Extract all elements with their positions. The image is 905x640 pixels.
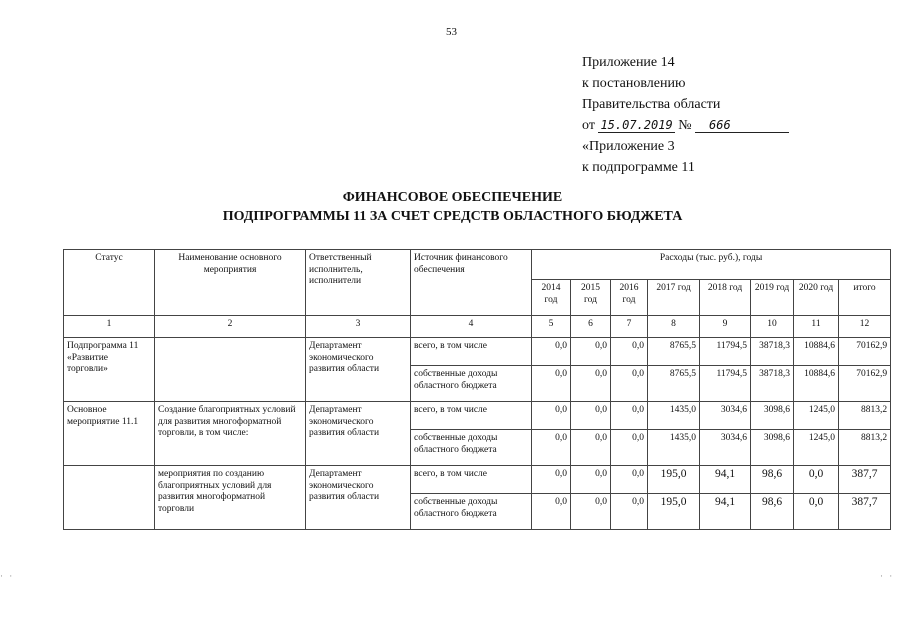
- executor-cell: Департамент экономического развития области: [306, 466, 411, 530]
- scan-edge-mark: · ·: [880, 571, 895, 581]
- status-cell: Подпрограмма 11 «Развитие торговли»: [64, 338, 155, 402]
- value-cell: 1245,0: [794, 430, 839, 466]
- status-cell: Основное мероприятие 11.1: [64, 402, 155, 466]
- header-year: 2015 год: [571, 280, 611, 316]
- value-cell: 8765,5: [648, 338, 700, 366]
- source-cell: собственные доходы областного бюджета: [411, 430, 532, 466]
- value-cell: 195,0: [648, 466, 700, 494]
- appendix-line3: Правительства области: [582, 97, 721, 112]
- value-cell: 70162,9: [839, 338, 891, 366]
- column-number: 12: [839, 316, 891, 338]
- value-cell: 0,0: [794, 466, 839, 494]
- value-cell: 0,0: [571, 430, 611, 466]
- value-cell: 0,0: [571, 402, 611, 430]
- column-number: 8: [648, 316, 700, 338]
- column-number: 1: [64, 316, 155, 338]
- value-cell: 38718,3: [751, 366, 794, 402]
- value-cell: 94,1: [700, 494, 751, 530]
- appendix-line6: к подпрограмме 11: [582, 160, 695, 175]
- header-year: 2020 год: [794, 280, 839, 316]
- source-cell: всего, в том числе: [411, 338, 532, 366]
- table-row: [64, 338, 891, 366]
- appendix-line5: «Приложение 3: [582, 139, 675, 154]
- name-cell: мероприятия по созданию благоприятных условий для развития многоформатной торговли: [155, 466, 306, 530]
- value-cell: 0,0: [571, 338, 611, 366]
- value-cell: 94,1: [700, 466, 751, 494]
- executor-cell: Департамент экономического развития области: [306, 338, 411, 402]
- value-cell: 0,0: [611, 494, 648, 530]
- source-cell: всего, в том числе: [411, 466, 532, 494]
- header-year: 2018 год: [700, 280, 751, 316]
- value-cell: 98,6: [751, 466, 794, 494]
- source-cell: всего, в том числе: [411, 402, 532, 430]
- document-title-line1: ФИНАНСОВОЕ ОБЕСПЕЧЕНИЕ: [342, 190, 563, 205]
- column-number: 4: [411, 316, 532, 338]
- value-cell: 0,0: [571, 466, 611, 494]
- name-cell: [155, 338, 306, 402]
- column-number: 10: [751, 316, 794, 338]
- column-number: 3: [306, 316, 411, 338]
- value-cell: 0,0: [611, 338, 648, 366]
- value-cell: 38718,3: [751, 338, 794, 366]
- value-cell: 3034,6: [700, 402, 751, 430]
- value-cell: 387,7: [839, 494, 891, 530]
- header-expenses: Расходы (тыс. руб.), годы: [532, 250, 891, 280]
- value-cell: 0,0: [532, 466, 571, 494]
- value-cell: 0,0: [532, 402, 571, 430]
- value-cell: 195,0: [648, 494, 700, 530]
- value-cell: 0,0: [532, 494, 571, 530]
- value-cell: 0,0: [532, 366, 571, 402]
- value-cell: 11794,5: [700, 338, 751, 366]
- page-number: 53: [446, 26, 457, 38]
- value-cell: 8813,2: [839, 402, 891, 430]
- value-cell: 0,0: [571, 494, 611, 530]
- value-cell: 3098,6: [751, 430, 794, 466]
- document-title-line2: ПОДПРОГРАММЫ 11 ЗА СЧЕТ СРЕДСТВ ОБЛАСТНОГО БЮДЖЕТА: [222, 209, 683, 224]
- column-number: 9: [700, 316, 751, 338]
- header-total: итого: [839, 280, 891, 316]
- date-value: 15.07.2019: [600, 118, 673, 132]
- value-cell: 1245,0: [794, 402, 839, 430]
- value-cell: 0,0: [611, 430, 648, 466]
- number-sign: №: [678, 118, 692, 133]
- value-cell: 0,0: [571, 366, 611, 402]
- value-cell: 0,0: [532, 338, 571, 366]
- name-cell: Создание благоприятных условий для развития многоформатной торговли, в том числе:: [155, 402, 306, 466]
- value-cell: 387,7: [839, 466, 891, 494]
- source-cell: собственные доходы областного бюджета: [411, 366, 532, 402]
- funding-table: [63, 249, 891, 530]
- header-status: Статус: [64, 250, 155, 316]
- column-number: 2: [155, 316, 306, 338]
- table-row: [64, 402, 891, 430]
- value-cell: 0,0: [532, 430, 571, 466]
- value-cell: 0,0: [611, 366, 648, 402]
- number-value: 666: [695, 118, 789, 133]
- value-cell: 0,0: [794, 494, 839, 530]
- value-cell: 8813,2: [839, 430, 891, 466]
- column-number: 11: [794, 316, 839, 338]
- header-year: 2017 год: [648, 280, 700, 316]
- header-year: 2014 год: [532, 280, 571, 316]
- column-number: 7: [611, 316, 648, 338]
- value-cell: 1435,0: [648, 402, 700, 430]
- value-cell: 0,0: [611, 466, 648, 494]
- value-cell: 3098,6: [751, 402, 794, 430]
- appendix-line1: Приложение 14: [582, 55, 675, 70]
- value-cell: 0,0: [611, 402, 648, 430]
- header-year: 2019 год: [751, 280, 794, 316]
- value-cell: 10884,6: [794, 338, 839, 366]
- value-cell: 1435,0: [648, 430, 700, 466]
- value-cell: 10884,6: [794, 366, 839, 402]
- source-cell: собственные доходы областного бюджета: [411, 494, 532, 530]
- value-cell: 70162,9: [839, 366, 891, 402]
- appendix-block: [582, 52, 789, 178]
- status-cell: [64, 466, 155, 530]
- appendix-date-line: [582, 115, 789, 136]
- value-cell: 3034,6: [700, 430, 751, 466]
- value-cell: 11794,5: [700, 366, 751, 402]
- column-number: 5: [532, 316, 571, 338]
- header-year: 2016 год: [611, 280, 648, 316]
- appendix-line2: к постановлению: [582, 76, 686, 91]
- header-name: Наименование основного мероприятия: [155, 250, 306, 316]
- date-prefix: от: [582, 118, 595, 133]
- header-source: Источник финансового обеспечения: [411, 250, 532, 316]
- header-executor: Ответственный исполнитель, исполнители: [306, 250, 411, 316]
- value-cell: 8765,5: [648, 366, 700, 402]
- executor-cell: Департамент экономического развития области: [306, 402, 411, 466]
- column-number: 6: [571, 316, 611, 338]
- value-cell: 98,6: [751, 494, 794, 530]
- scan-edge-mark: · ·: [0, 571, 15, 581]
- table-row: [64, 466, 891, 494]
